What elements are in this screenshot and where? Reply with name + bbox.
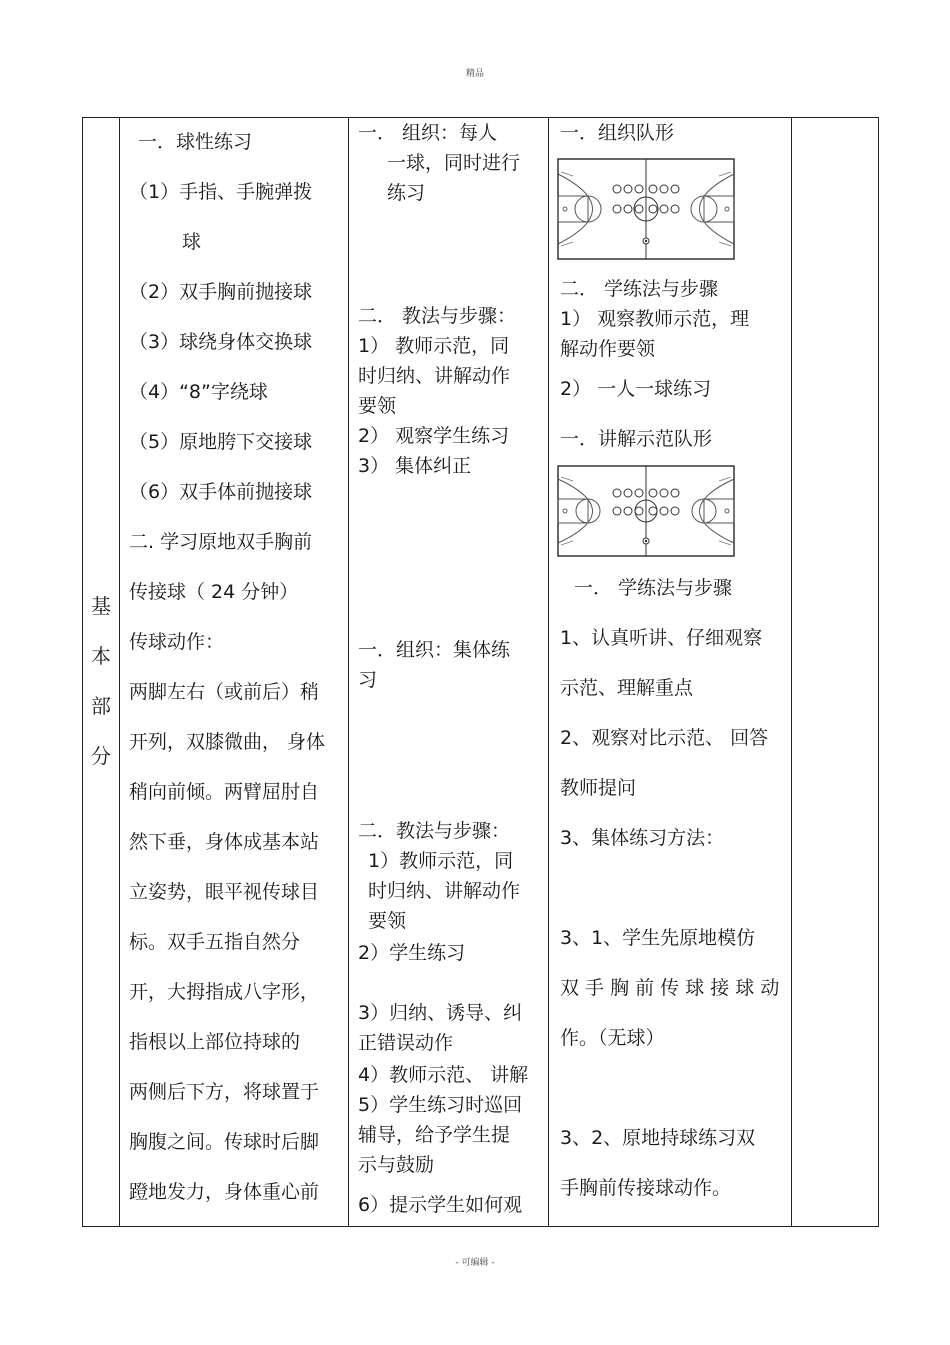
- student-line: 作。（无球）: [560, 1027, 665, 1049]
- section-label-char: 基: [91, 594, 111, 618]
- teacher-line: 5）学生练习时巡回: [358, 1094, 523, 1116]
- student-line: 3、1、学生先原地模仿: [560, 927, 756, 949]
- content-line: 两脚左右（或前后）稍: [129, 681, 320, 703]
- teacher-line: 练习: [387, 182, 426, 204]
- content-line: （5）原地胯下交接球: [129, 431, 313, 453]
- content-line: 两侧后下方，将球置于: [129, 1081, 320, 1103]
- teacher-line: 示与鼓励: [358, 1154, 435, 1176]
- content-line: 然下垂，身体成基本站: [129, 831, 320, 853]
- section-label-char: 本: [91, 644, 111, 668]
- teacher-line: 辅导，给予学生提: [358, 1124, 511, 1146]
- content-line: 二. 学习原地双手胸前: [129, 531, 313, 553]
- content-line: 立姿势，眼平视传球目: [129, 881, 320, 903]
- teacher-line: 习: [358, 669, 378, 691]
- student-line: 手胸前传接球动作。: [560, 1177, 732, 1199]
- student-line: 示范、理解重点: [560, 677, 694, 699]
- teacher-line: 要领: [368, 910, 407, 932]
- content-line: 传接球（ 24 分钟）: [129, 581, 299, 603]
- table-border-left: [82, 117, 83, 1227]
- teacher-line: 2）学生练习: [358, 942, 466, 964]
- basketball-court-diagram: [557, 465, 735, 557]
- content-line: 球: [182, 231, 202, 253]
- table-divider-3: [548, 117, 549, 1227]
- teacher-line: 正错误动作: [358, 1032, 454, 1054]
- content-line: 传球动作：: [129, 631, 225, 653]
- teacher-line: 二．教法与步骤：: [358, 820, 511, 842]
- section-label-char: 部: [91, 694, 111, 718]
- content-line: 胸腹之间。传球时后脚: [129, 1131, 320, 1153]
- teacher-line: 一． 组织：每人: [358, 122, 498, 144]
- content-line: （3）球绕身体交换球: [129, 331, 313, 353]
- teacher-line: 6）提示学生如何观: [358, 1194, 523, 1216]
- student-line: 3、2、原地持球练习双: [560, 1127, 756, 1149]
- teacher-line: 时归纳、讲解动作: [368, 880, 521, 902]
- student-line: 双 手 胸 前 传 球 接 球 动: [560, 977, 780, 999]
- content-line: 开列，双膝微曲， 身体: [129, 731, 326, 753]
- student-line: 1） 观察教师示范，理: [560, 308, 750, 330]
- teacher-line: 一球，同时进行: [387, 152, 521, 174]
- table-border-bottom: [82, 1226, 879, 1227]
- table-divider-1: [119, 117, 120, 1227]
- teacher-line: 二． 教法与步骤：: [358, 305, 517, 327]
- teacher-line: 3） 集体纠正: [358, 455, 472, 477]
- content-line: 标。双手五指自然分: [129, 931, 301, 953]
- teacher-line: 一．组织：集体练: [358, 639, 511, 661]
- basketball-court-diagram: [557, 158, 735, 260]
- teacher-line: 1） 教师示范，同: [358, 335, 510, 357]
- content-line: 稍向前倾。两臂屈肘自: [129, 781, 320, 803]
- content-line: 指根以上部位持球的: [129, 1031, 301, 1053]
- teacher-line: 要领: [358, 395, 397, 417]
- student-line: 1、认真听讲、仔细观察: [560, 627, 763, 649]
- student-line: 2、观察对比示范、 回答: [560, 727, 769, 749]
- page-header: 精品: [465, 69, 484, 79]
- student-line: 解动作要领: [560, 338, 656, 360]
- section-label-char: 分: [91, 744, 111, 768]
- teacher-line: 3）归纳、诱导、纠: [358, 1002, 523, 1024]
- student-line: 教师提问: [560, 777, 637, 799]
- table-divider-4: [791, 117, 792, 1227]
- page-footer: - 可编辑 -: [455, 1258, 495, 1268]
- student-line: 3、集体练习方法：: [560, 827, 725, 849]
- content-line: （4）“8”字绕球: [129, 381, 268, 403]
- table-border-right: [878, 117, 879, 1227]
- student-line: 二． 学练法与步骤: [560, 278, 719, 300]
- content-line: 蹬地发力，身体重心前: [129, 1181, 320, 1203]
- content-line: （1）手指、手腕弹拨: [129, 181, 313, 203]
- student-line: 一．讲解示范队形: [560, 428, 713, 450]
- student-line: 一． 学练法与步骤: [574, 577, 733, 599]
- content-line: （2）双手胸前抛接球: [129, 281, 313, 303]
- teacher-line: 2） 观察学生练习: [358, 425, 510, 447]
- student-line: 2） 一人一球练习: [560, 378, 712, 400]
- teacher-line: 1）教师示范，同: [368, 850, 514, 872]
- teacher-line: 时归纳、讲解动作: [358, 365, 511, 387]
- table-divider-2: [348, 117, 349, 1227]
- content-line: 一．球性练习: [138, 131, 253, 153]
- content-line: 开，大拇指成八字形，: [129, 981, 320, 1003]
- teacher-line: 4）教师示范、 讲解: [358, 1064, 529, 1086]
- student-line: 一．组织队形: [560, 122, 675, 144]
- content-line: （6）双手体前抛接球: [129, 481, 313, 503]
- table-border-top: [82, 117, 879, 118]
